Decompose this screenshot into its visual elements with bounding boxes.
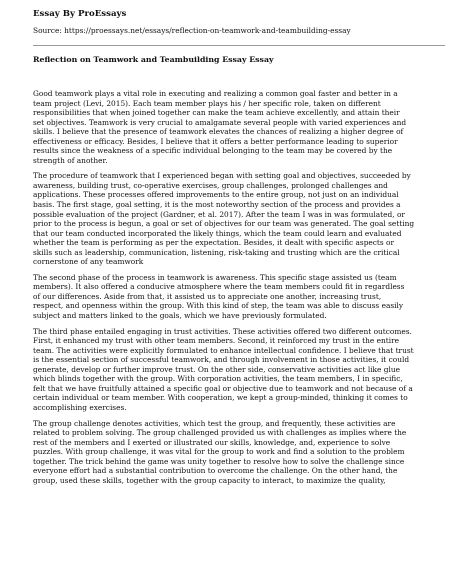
paragraph-line: respect, and openness within the group. With this kind of step, the team was able to discuss easily bbox=[33, 301, 404, 311]
paragraph-line: together. The trick behind the game was unity together to resolve how to solve the challenge since bbox=[33, 456, 405, 466]
paragraph-line: subject and matters linked to the goals, which we have previously formulated. bbox=[33, 311, 327, 321]
paragraph-line: basis. The first stage, goal setting, it is the most noteworthy section of the process and provides a bbox=[33, 200, 401, 210]
essay-paragraph bbox=[33, 171, 445, 266]
paragraph-line: accomplishing exercises. bbox=[33, 402, 127, 412]
essay-body bbox=[33, 89, 474, 485]
paragraph-line: generate, develop or further improve trust. On the other side, conservative activities act like glue bbox=[33, 364, 400, 374]
paragraph-line: members). It also offered a conducive atmosphere where the team members could fit in regardless bbox=[33, 282, 405, 292]
paragraph-line: Good teamwork plays a vital role in executing and realizing a common goal faster and better in a bbox=[33, 89, 398, 98]
paragraph-line: possible evaluation of the project (Gardner, et al. 2017). After the team I was in was formulated, or bbox=[33, 209, 405, 219]
paragraph-line: rest of the members and I exerted or illustrated our skills, knowledge, and, experience to solve bbox=[33, 437, 391, 447]
paragraph-line: whether the team is performing as per the expectation. Besides, it dealt with specific aspects or bbox=[33, 238, 395, 248]
paragraph-line: The group challenge denotes activities, which test the group, and frequently, these activities are bbox=[33, 418, 396, 428]
paragraph-line: related to problem solving. The group challenged provided us with challenges as implies where the bbox=[33, 428, 407, 438]
site-title: Essay By ProEssays bbox=[33, 9, 127, 19]
paragraph-line: skills. I believe that the presence of teamwork elevates the chances of realizing a higher degree of bbox=[33, 127, 404, 137]
essay-title: Reflection on Teamwork and Teambuilding Essay Essay bbox=[33, 55, 274, 64]
paragraph-line: awareness, building trust, co-operative exercises, group challenges, prolonged challenges and bbox=[33, 180, 388, 190]
paragraph-line: responsibilities that when joined together can make the team achieve excellently, and attain their bbox=[33, 108, 400, 118]
paragraph-line: everyone effort had a substantial contribution to overcome the challenge. On the other hand, the bbox=[33, 466, 398, 476]
essay-paragraph bbox=[33, 419, 445, 486]
source-line: Source: https://proessays.net/essays/reflection-on-teamwork-and-teambuilding-essay bbox=[33, 26, 351, 35]
paragraph-line: First, it enhanced my trust with other team members. Second, it reinforced my trust in the entire bbox=[33, 336, 400, 346]
paragraph-line: of our differences. Aside from that, it assisted us to appreciate one another, increasing trust, bbox=[33, 291, 382, 301]
paragraph-line: skills such as leadership, communication, listening, risk-taking and trusting which are the critical bbox=[33, 247, 400, 257]
paragraph-line: which blinds together with the group. With corporation activities, the team members, I in specific, bbox=[33, 374, 403, 384]
essay-paragraph bbox=[33, 89, 445, 165]
paragraph-line: certain individual or team member. With cooperation, we kept a group-minded, thinking it comes to bbox=[33, 393, 408, 403]
paragraph-line: that our team conducted incorporated the likely things, which the team could learn and evaluated bbox=[33, 228, 402, 238]
paragraph-line: prior to the process is begun, a goal or set of objectives for our team was generated. The goal setting bbox=[33, 219, 415, 229]
paragraph-line: effectiveness or efficacy. Besides, I believe that it offers a better performance leading to superior bbox=[33, 136, 398, 146]
paragraph-line: is the essential section of successful teamwork, and through involvement in those activities, it could bbox=[33, 355, 410, 365]
paragraph-line: applications. These processes offered improvements to the entire group, not just on an individual bbox=[33, 190, 399, 200]
paragraph-line: cornerstone of any teamwork bbox=[33, 257, 144, 267]
header-divider bbox=[33, 45, 445, 46]
paragraph-line: set objectives. Teamwork is very crucial to amalgamate several people with varied experiences and bbox=[33, 117, 407, 127]
paragraph-line: team. The activities were explicitly formulated to enhance intellectual confidence. I believe that trust bbox=[33, 345, 414, 355]
paragraph-line: The third phase entailed engaging in trust activities. These activities offered two different outcomes. bbox=[33, 326, 412, 336]
paragraph-line: strength of another. bbox=[33, 155, 108, 165]
paragraph-line: group, used these skills, together with the group capacity to interact, to maximize the quality, bbox=[33, 475, 386, 485]
paragraph-line: results since the weakness of a specific individual belonging to the team may be covered by the bbox=[33, 146, 393, 156]
paragraph-line: felt that we have fruitfully attained a specific goal or objective due to teamwork and not because of a bbox=[33, 383, 413, 393]
essay-paragraph bbox=[33, 327, 445, 413]
paragraph-line: puzzles. With group challenge, it was vital for the group to work and find a solution to the problem bbox=[33, 447, 405, 457]
paragraph-line: The second phase of the process in teamwork is awareness. This specific stage assisted us (team bbox=[33, 272, 397, 282]
paragraph-line: The procedure of teamwork that I experienced began with setting goal and objectives, succeeded by bbox=[33, 171, 411, 181]
essay-paragraph bbox=[33, 273, 445, 321]
paragraph-line: team project (Levi, 2015). Each team member plays his / her specific role, taken on different bbox=[33, 98, 381, 108]
